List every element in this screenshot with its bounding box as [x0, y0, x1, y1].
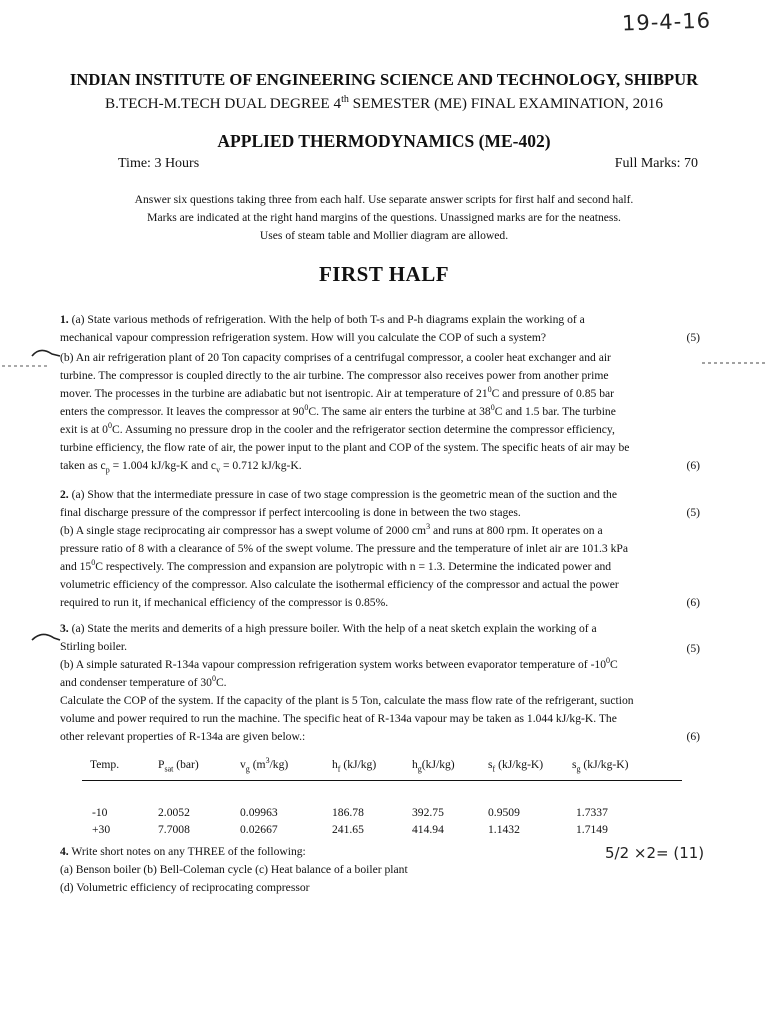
question-text: Calculate the COP of the system. If the capacity of the plant is 5 Ton, calculate the mass flow rate of the refrigerant, suction — [60, 694, 634, 707]
question-text: = 0.712 kJ/kg-K. — [220, 459, 302, 472]
exam-name-sup: th — [341, 94, 349, 105]
cell-sf: 1.1432 — [488, 823, 520, 836]
header-symbol: h — [332, 758, 338, 771]
cell-vg: 0.02667 — [240, 823, 278, 836]
cell-sf: 0.9509 — [488, 806, 520, 819]
question-text: turbine. The compressor is coupled directly to the air turbine. The compressor also receives power from another prime — [60, 369, 609, 382]
header-sub: f — [492, 764, 496, 774]
header-unit: (m — [249, 758, 266, 771]
question-text: C. Assuming no pressure drop in the cooler and the refrigerator section determine the compressor efficiency, — [111, 423, 615, 436]
cell-temp: +30 — [92, 823, 111, 836]
course-title: APPLIED THERMODYNAMICS (ME-402) — [217, 131, 551, 151]
question-text: other relevant properties of R-134a are given below.: — [60, 730, 306, 743]
cell-sg: 1.7337 — [576, 806, 608, 819]
pen-mark — [0, 362, 50, 370]
question-text: C respectively. The compression and expansion are polytropic with n = 1.3. Determine the indicated power and — [95, 560, 612, 573]
marks-label: (5) — [686, 506, 700, 519]
question-text: enters the compressor. It leaves the compressor at 90 — [60, 405, 305, 418]
degree-sup: 0 — [91, 558, 96, 568]
header-sub: g — [245, 764, 250, 774]
cell-psat: 2.0052 — [158, 806, 190, 819]
question-text: Stirling boiler. — [60, 640, 127, 653]
marks-label: (6) — [686, 459, 700, 472]
exam-name-pre: B.TECH-M.TECH DUAL DEGREE 4 — [104, 95, 342, 113]
question-text: required to run it, if mechanical efficiency of the compressor is 0.85%. — [60, 596, 389, 609]
cell-vg: 0.09963 — [240, 806, 278, 819]
question-text: and runs at 800 rpm. It operates on a — [430, 524, 603, 537]
header-unit: (kJ/kg-K) — [495, 758, 544, 771]
cell-sg: 1.7149 — [576, 823, 608, 836]
cell-hg: 414.94 — [412, 823, 444, 836]
question-text: (b) A simple saturated R-134a vapour compression refrigeration system works between evaporator temperature of -10 — [60, 658, 607, 671]
question-text: C and pressure of 0.85 bar — [491, 387, 615, 400]
table-row — [82, 823, 682, 840]
table-header-row — [82, 758, 682, 780]
question-text: C — [610, 658, 618, 671]
question-text: C. — [215, 676, 227, 689]
question-text: (a) Benson boiler (b) Bell-Coleman cycle (c) Heat balance of a boiler plant — [60, 863, 408, 876]
question-3a — [60, 620, 700, 656]
question-text: taken as c — [60, 459, 106, 472]
col-header-sg — [572, 758, 629, 774]
cell-psat: 7.7008 — [158, 823, 190, 836]
question-1a — [60, 311, 700, 347]
question-text: (d) Volumetric efficiency of reciprocating compressor — [60, 881, 310, 894]
header-unit: /kg) — [269, 758, 289, 771]
question-text: (a) State various methods of refrigeration. With the help of both T-s and P-h diagrams explain the working of a — [71, 313, 585, 326]
question-text: pressure ratio of 8 with a clearance of 5% of the swept volume. The pressure and the temperature of inlet air are 101.3 kPa — [60, 542, 628, 555]
marks-label: (6) — [686, 596, 700, 609]
instruction-line: Uses of steam table and Mollier diagram are allowed. — [259, 229, 509, 242]
handwritten-marks-note: 5/2 ×2= (11) — [605, 844, 705, 862]
section-heading: FIRST HALF — [318, 262, 450, 286]
degree-sup: 0 — [490, 403, 495, 413]
institute-name: INDIAN INSTITUTE OF ENGINEERING SCIENCE AND TECHNOLOGY, SHIBPUR — [69, 70, 699, 89]
marks-label: (6) — [686, 730, 700, 743]
col-header-psat — [158, 758, 199, 774]
header-sup: 3 — [265, 756, 270, 766]
cell-temp: -10 — [92, 806, 108, 819]
exam-duration: Time: 3 Hours — [118, 156, 200, 171]
question-number: 4. — [60, 845, 69, 858]
question-text: (a) State the merits and demerits of a high pressure boiler. With the help of a neat sketch explain the working of a — [71, 622, 597, 635]
header-sub: sat — [164, 764, 174, 774]
question-text: = 1.004 kJ/kg-K and c — [109, 459, 217, 472]
question-4 — [60, 843, 700, 897]
cell-hg: 392.75 — [412, 806, 444, 819]
question-2 — [60, 486, 700, 612]
question-text: and condenser temperature of 30 — [60, 676, 212, 689]
marks-label: (5) — [686, 331, 700, 344]
header-unit: (kJ/kg) — [421, 758, 455, 771]
question-text: volumetric efficiency of the compressor. Also calculate the isothermal efficiency of the compressor and actual the power — [60, 578, 619, 591]
question-text: and 15 — [60, 560, 92, 573]
header-sub: g — [576, 764, 581, 774]
handwritten-date: 19-4-16 — [621, 8, 712, 36]
col-header-temp: Temp. — [90, 758, 120, 771]
instruction-line: Answer six questions taking three from each half. Use separate answer scripts for first half and second half. — [134, 193, 634, 206]
question-number: 2. — [60, 488, 69, 501]
pen-mark — [700, 357, 768, 369]
degree-sup: 0 — [606, 656, 611, 666]
question-text: mechanical vapour compression refrigeration system. How will you calculate the COP of such a system? — [60, 331, 547, 344]
question-text: exit is at 0 — [60, 423, 108, 436]
cell-hf: 241.65 — [332, 823, 364, 836]
question-text: C. The same air enters the turbine at 38 — [308, 405, 491, 418]
header-sub: f — [337, 764, 341, 774]
r134a-property-table — [82, 756, 682, 836]
question-number: 3. — [60, 622, 69, 635]
pen-mark — [30, 344, 62, 364]
degree-sup: 0 — [304, 403, 309, 413]
header-unit: (kJ/kg-K) — [580, 758, 629, 771]
question-text: turbine efficiency, the flow rate of air, the power input to the plant and COP of the system. The specific heats of air may be — [60, 441, 630, 454]
degree-sup: 0 — [211, 674, 216, 684]
col-header-hf — [332, 758, 377, 774]
question-1b — [60, 349, 700, 475]
question-text: volume and power required to run the machine. The specific heat of R-134a vapour may be taken as 1.044 kJ/kg-K. The — [60, 712, 617, 725]
subscript: p — [105, 465, 110, 475]
header-unit: (bar) — [173, 758, 199, 771]
subscript: v — [216, 465, 221, 475]
degree-sup: 0 — [487, 385, 492, 395]
header-symbol: h — [412, 758, 418, 771]
question-text: (a) Show that the intermediate pressure in case of two stage compression is the geometric mean of the suction and the — [71, 488, 617, 501]
instruction-line: Marks are indicated at the right hand margins of the questions. Unassigned marks are for the neatness. — [147, 211, 621, 224]
superscript: 3 — [426, 522, 431, 532]
table-rule — [82, 780, 682, 781]
question-text: (b) A single stage reciprocating air compressor has a swept volume of 2000 cm — [60, 524, 427, 537]
exam-name-post: SEMESTER (ME) FINAL EXAMINATION, 2016 — [348, 95, 663, 113]
header-unit: (kJ/kg) — [340, 758, 377, 771]
header-symbol: P — [158, 758, 165, 771]
question-number: 1. — [60, 313, 69, 326]
header-symbol: s — [488, 758, 493, 771]
cell-hf: 186.78 — [332, 806, 364, 819]
col-header-hg — [412, 758, 455, 774]
question-text: C and 1.5 bar. The turbine — [494, 405, 616, 418]
degree-sup: 0 — [107, 421, 112, 431]
question-text: (b) An air refrigeration plant of 20 Ton capacity comprises of a centrifugal compressor, a cooler heat exchanger and air — [60, 351, 611, 364]
question-text: Write short notes on any THREE of the following: — [71, 845, 306, 858]
question-text: final discharge pressure of the compressor if perfect intercooling is done in between the two stages. — [60, 506, 521, 519]
table-body — [82, 806, 682, 840]
col-header-vg — [240, 756, 289, 774]
question-text: mover. The processes in the turbine are adiabatic but not isentropic. Air at temperature of 21 — [60, 387, 488, 400]
header-symbol: s — [572, 758, 577, 771]
question-3b — [60, 656, 700, 746]
col-header-sf — [488, 758, 544, 774]
exam-name — [0, 94, 768, 113]
header-symbol: v — [240, 758, 246, 771]
full-marks: Full Marks: 70 — [614, 156, 698, 171]
header-sub: g — [417, 764, 422, 774]
marks-label: (5) — [686, 642, 700, 655]
pen-mark — [30, 628, 62, 648]
table-row — [82, 806, 682, 823]
